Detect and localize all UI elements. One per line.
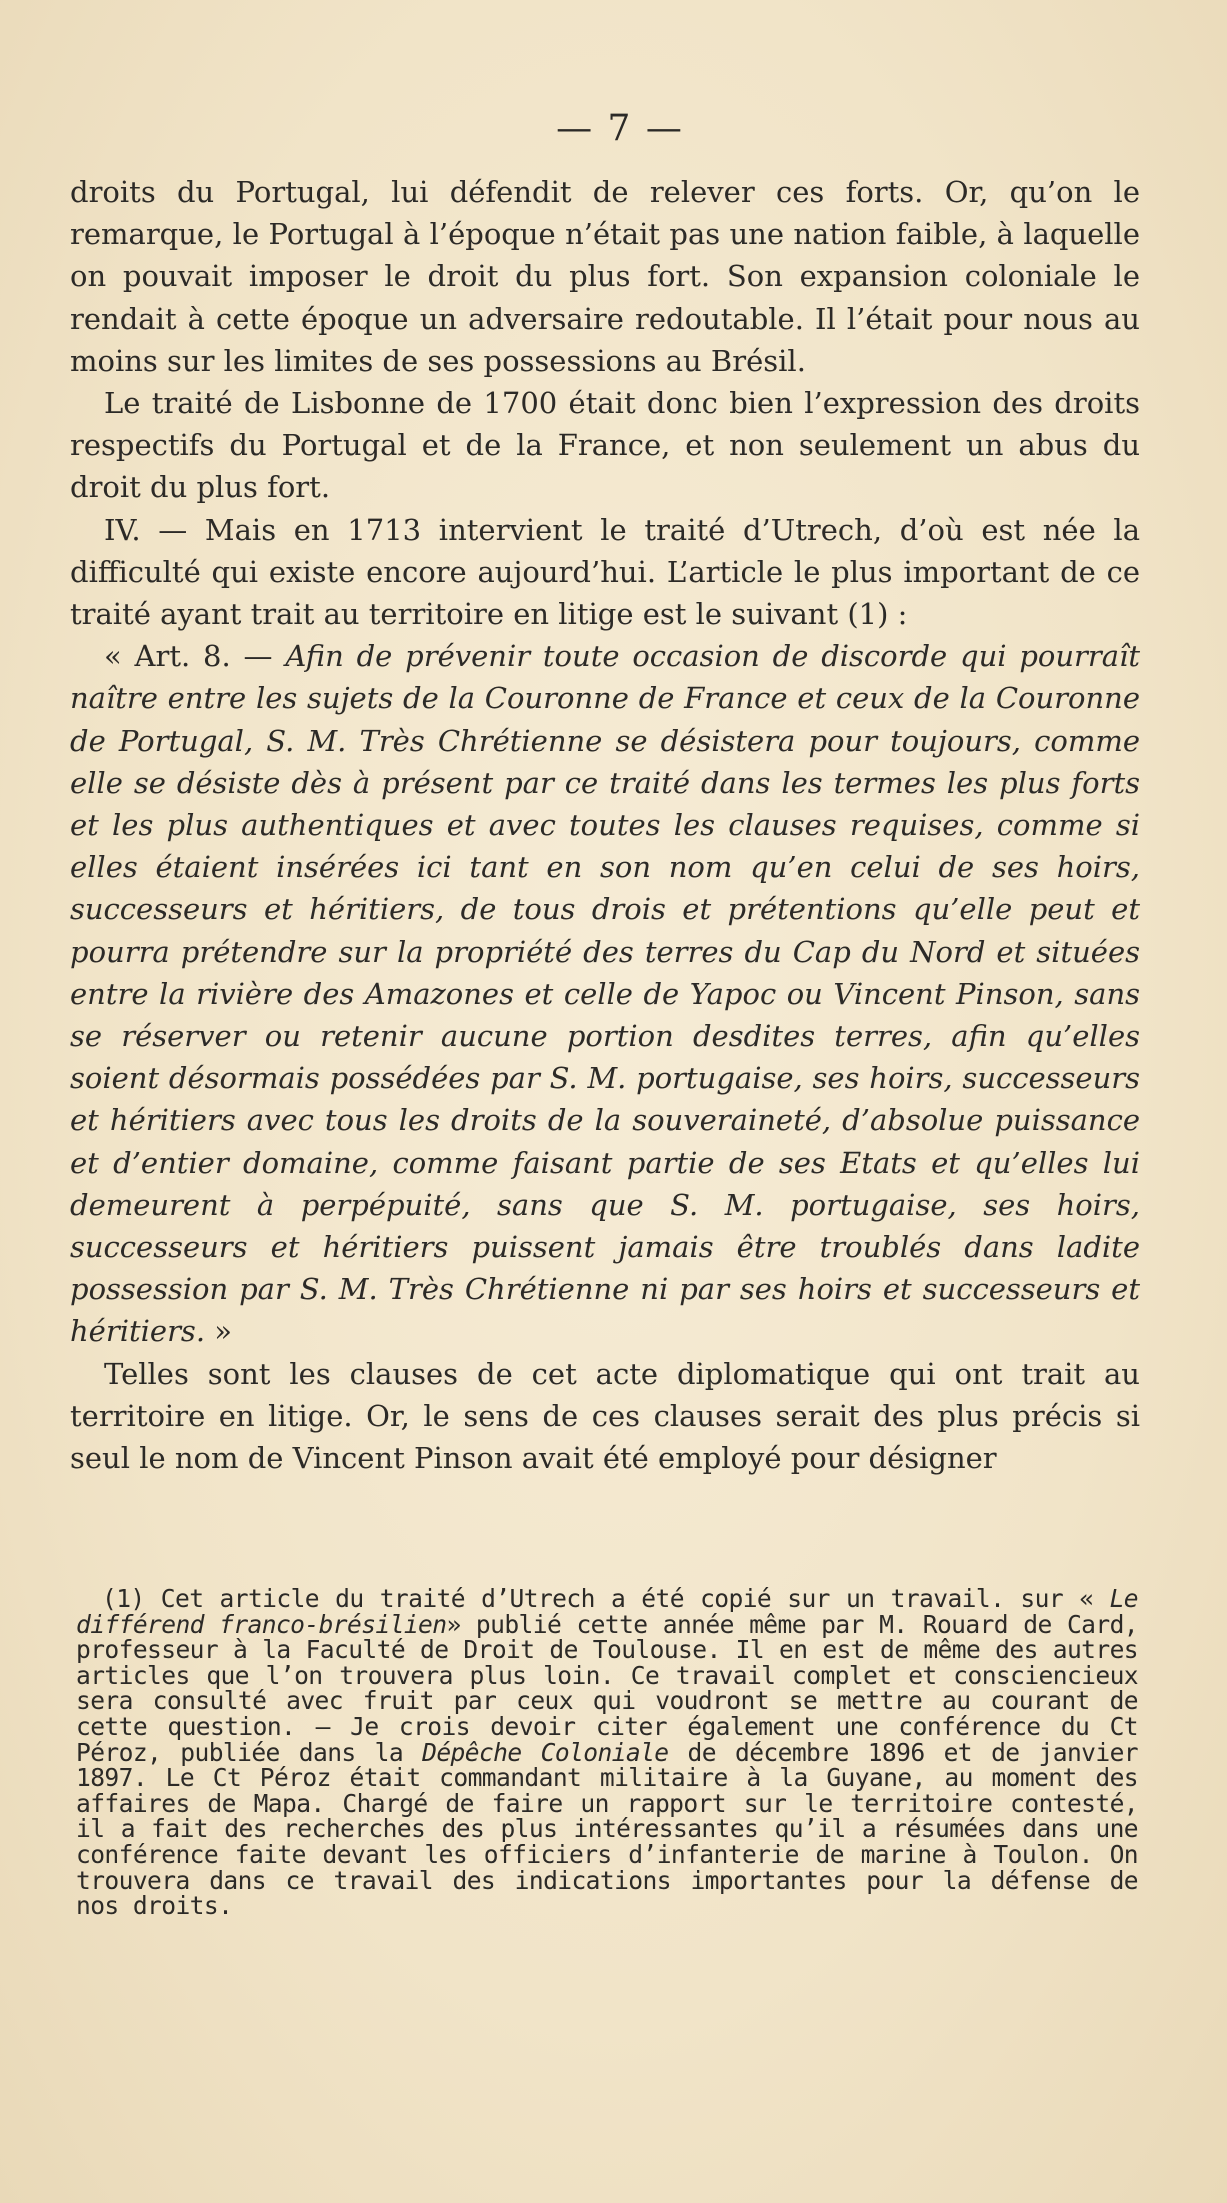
footnote-end: de décembre 1896 et de janvier 1897. Le Ct Péroz était commandant militaire à la Guyane, au moment des affaires de Mapa. Chargé de faire un rapport sur le territoire contesté, il a fait des recherches des plus intéressantes qu’il a résumées dans une conférence faite devant les officiers d’infanterie de marine à Toulon. On trouvera dans ce travail des indications importantes pour la défense de nos droits. [76,1737,1138,1921]
page-number: — 7 — [556,108,684,149]
footnote-middle: » publié cette année même par M. Rouard de Card, professeur à la Faculté de Droit de Toulouse. Il en est de même des autres articles que l’on trouvera plus loin. Ce travail complet et consciencieux sera consulté avec fruit par ceux qui voudront se mettre au courant de cette question. — Je crois devoir citer également une conférence du Ct Péroz, publiée dans la [76,1609,1139,1767]
paragraph-1: droits du Portugal, lui défendit de relever ces forts. Or, qu’on le remarque, le Portugal à l’époque n’était pas une nation faible, à laquelle on pouvait imposer le droit du plus fort. Son expansion coloniale le rendait à cette époque un adversaire redoutable. Il l’était pour nous au moins sur les limites de ses possessions au Brésil. [70,175,1140,378]
footnote-1 [76,1586,1138,1919]
footnote-intro: (1) Cet article du traité d’Utrech a été copié sur un travail. sur « [102,1584,1110,1613]
treaty-quote [70,635,1140,1352]
footnotes [76,1586,1138,1919]
quote-text: Afin de prévenir toute occasion de discorde qui pourraît naître entre les sujets de la Couronne de France et ceux de la Couronne de Portugal, S. M. Très Chrétienne se désistera pour toujours, comme elle se désiste dès à présent par ce traité dans les termes les plus forts et les plus authentiques et avec toutes les clauses requises, comme si elles étaient insérées ici tant en son nom qu’en celui de ses hoirs, successeurs et héritiers, de tous drois et prétentions qu’elle peut et pourra prétendre sur la propriété des terres du Cap du Nord et situées entre la rivière des Amazones et celle de Yapoc ou Vincent Pinson, sans se réserver ou retenir aucune portion desdites terres, afin qu’elles soient désormais possédées par S. M. portugaise, ses hoirs, successeurs et héritiers avec tous les droits de la souveraineté, d’absolue puissance et d’entier domaine, comme faisant partie de ses Etats et qu’elles lui demeurent à perpépuité, sans que S. M. portugaise, ses hoirs, successeurs et héritiers puissent jamais être troublés dans ladite possession par S. M. Très Chrétienne ni par ses hoirs et successeurs et héritiers. [70,639,1140,1349]
quote-article-label: « Art. 8. — [104,639,286,674]
paragraph-3: IV. — Mais en 1713 intervient le traité d’Utrech, d’où est née la difficulté qui existe encore aujourd’hui. L’article le plus important de ce traité ayant trait au territoire en litige est le suivant (1) : [70,512,1140,632]
page-content [70,108,1140,1479]
footnote-journal: Dépêche Coloniale [422,1737,669,1767]
body-text [70,171,1140,1479]
quote-close: » [205,1314,232,1349]
footnote-title: Le différend franco-brésilien [76,1584,1138,1639]
paragraph-2: Le traité de Lisbonne de 1700 était donc bien l’expression des droits respectifs du Portugal et de la France, et non seulement un abus du droit du plus fort. [70,386,1140,505]
closing-paragraph: Telles sont les clauses de cet acte diplomatique qui ont trait au territoire en litige. Or, le sens de ces clauses serait des plus précis si seul le nom de Vincent Pinson avait été employé pour désigner [70,1356,1140,1476]
